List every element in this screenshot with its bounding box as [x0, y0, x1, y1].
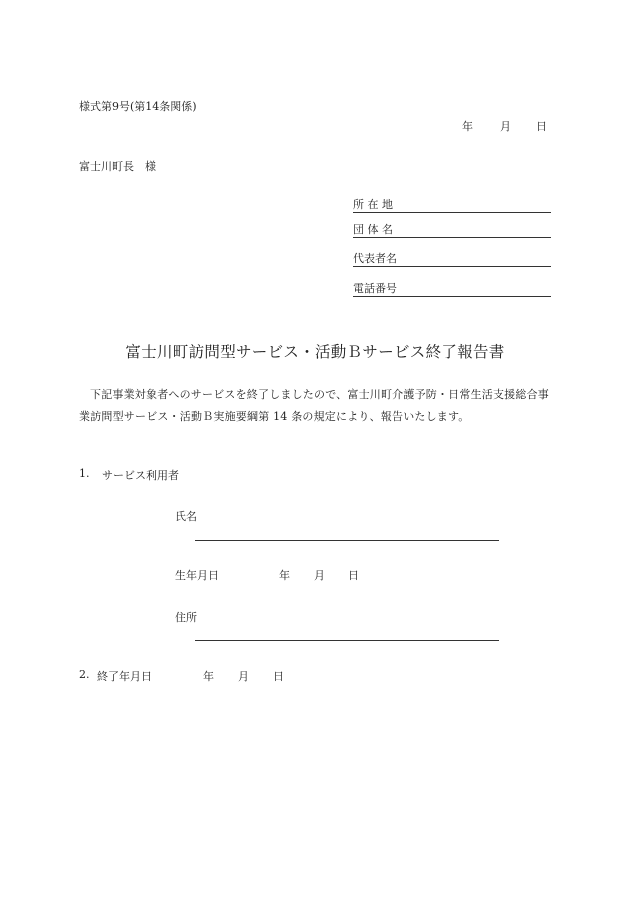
- header-date-day: 日: [536, 120, 547, 133]
- birth-month-label: 月: [314, 569, 325, 582]
- phone-number-field-label: 電話番号: [353, 282, 397, 295]
- user-name-label: 氏名: [175, 510, 197, 523]
- user-name-field-line[interactable]: [195, 540, 499, 541]
- end-year-label: 年: [203, 670, 214, 683]
- end-day-label: 日: [273, 670, 284, 683]
- birth-year-label: 年: [279, 569, 290, 582]
- user-address-field-line[interactable]: [195, 640, 499, 641]
- header-date-year: 年: [462, 120, 473, 133]
- section2-heading: 終了年月日: [97, 670, 152, 683]
- phone-number-field[interactable]: [353, 280, 551, 297]
- body-paragraph: 下記事業対象者へのサービスを終了しましたので、富士川町介護予防・日常生活支援総合事業訪問型サービス・活動Ｂ実施要綱第 14 条の規定により、報告いたします。: [79, 388, 549, 423]
- form-number: 様式第9号(第14条関係): [79, 100, 197, 113]
- representative-name-field[interactable]: [353, 250, 551, 267]
- section1-number: 1.: [79, 467, 90, 480]
- birth-date-label: 生年月日: [175, 569, 219, 582]
- address-field[interactable]: [353, 196, 551, 213]
- addressee: 富士川町長 様: [79, 160, 156, 173]
- header-date-month: 月: [500, 120, 511, 133]
- organization-name-field-label: 団 体 名: [353, 223, 393, 236]
- document-title: 富士川町訪問型サービス・活動Ｂサービス終了報告書: [125, 343, 505, 361]
- user-address-label: 住所: [175, 611, 197, 624]
- representative-name-field-label: 代表者名: [353, 252, 397, 265]
- end-month-label: 月: [238, 670, 249, 683]
- section2-number: 2.: [79, 668, 90, 681]
- birth-day-label: 日: [348, 569, 359, 582]
- organization-name-field[interactable]: [353, 221, 551, 238]
- address-field-label: 所 在 地: [353, 198, 393, 211]
- section1-heading: サービス利用者: [102, 469, 179, 482]
